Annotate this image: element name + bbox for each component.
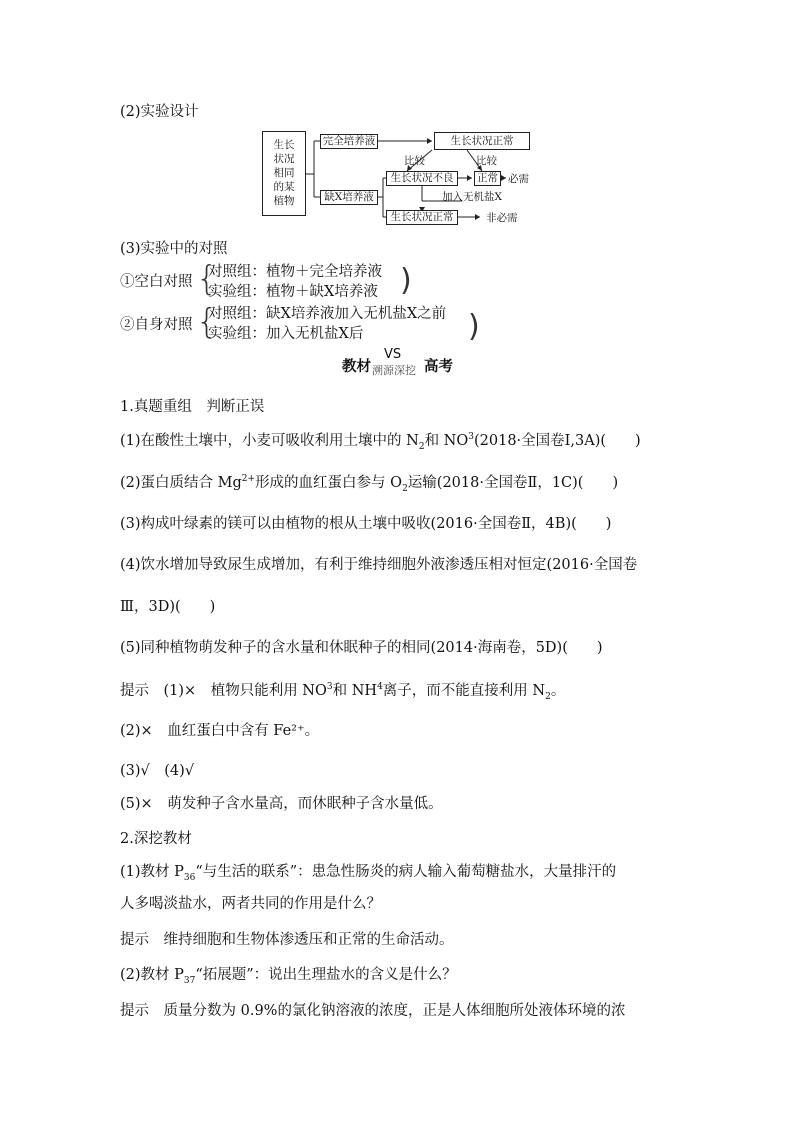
right-paren-icon: ) — [468, 309, 480, 344]
add-salt-label: 加入无机盐X — [442, 191, 502, 203]
lack-solution-box: 缺X培养液 — [320, 190, 378, 205]
deep-question-1-line1: (1)教材 $P_{36}“$与生活的联系”：患急性肠炎的病人输入葡萄糖盐水，大量排汗的 — [120, 864, 617, 883]
question-1: (1)在酸性土壤中，小麦可吸收利用土壤中的 $N_2$和 $NO^3(2018\cdot$全国卷Ⅰ,3A)( ) — [120, 432, 641, 452]
normal-small-box: 正常 — [474, 171, 501, 186]
self-control-label: ②自身对照 — [120, 317, 193, 333]
left-brace-icon: { — [196, 302, 218, 342]
required-label: 必需 — [508, 173, 529, 185]
deep-hint-1: 提示 维持细胞和生物体渗透压和正常的生命活动。 — [120, 932, 454, 948]
not-required-label: 非必需 — [486, 212, 518, 224]
vs-banner-right: 高考 — [424, 358, 453, 375]
hint-5: (5)× 萌发种子含水量高，而休眠种子含水量低。 — [120, 796, 443, 812]
compare-left-label: 比较 — [404, 155, 425, 167]
bad-growth-box: 生长状况不良 — [386, 171, 458, 186]
right-paren-icon: ) — [400, 263, 412, 298]
full-solution-box: 完全培养液 — [320, 134, 378, 149]
part1-title: 1.真题重组 判断正误 — [120, 399, 265, 415]
left-brace-icon: { — [196, 259, 218, 299]
vs-banner-left: 教材 — [342, 358, 371, 375]
blank-control-line2: 实验组：植物＋缺X培养液 — [208, 284, 378, 300]
blank-control-label: ①空白对照 — [120, 274, 193, 290]
normal-growth-bottom-box: 生长状况正常 — [386, 210, 458, 225]
plant-box: 生长 状况 相同 的某 植物 — [262, 131, 306, 216]
deep-question-1-line2: 人多喝淡盐水，两者共同的作用是什么？ — [120, 896, 381, 912]
section-2-title: (2)实验设计 — [120, 104, 199, 120]
question-4-line2: Ⅲ，3D)( ) — [120, 599, 216, 615]
hint-2: (2)× 血红蛋白中含有 Fe²⁺。 — [120, 723, 320, 739]
vs-banner-vs: VS — [384, 347, 402, 362]
normal-growth-top-box: 生长状况正常 — [434, 132, 530, 150]
part2-title: 2.深挖教材 — [120, 831, 192, 847]
section-3-title: (3)实验中的对照 — [120, 241, 228, 257]
question-3: (3)构成叶绿素的镁可以由植物的根从土壤中吸收(2016·全国卷Ⅱ，4B)( ) — [120, 516, 612, 532]
vs-banner-mid: 溯源深挖 — [372, 364, 416, 377]
experiment-design-diagram — [262, 128, 542, 228]
deep-question-2: (2)教材 $P_{37}“$拓展题”：说出生理盐水的含义是什么？ — [120, 967, 457, 986]
question-5: (5)同种植物萌发种子的含水量和休眠种子的相同(2014·海南卷，5D)( ) — [120, 640, 603, 656]
question-2: (2)蛋白质结合 $Mg^{2+}$形成的血红蛋白参与 $O_2$运输(2018·全国卷Ⅱ，1C)( ) — [120, 474, 619, 494]
self-control-line2: 实验组：加入无机盐X后 — [208, 326, 364, 342]
hint-1: 提示 (1)× 植物只能利用 $NO^3$和 $NH^4$离子，而不能直接利用 $N_2$。 — [120, 682, 566, 702]
question-4-line1: (4)饮水增加导致尿生成增加，有利于维持细胞外液渗透压相对恒定(2016·全国卷 — [120, 557, 638, 573]
self-control-line1: 对照组：缺X培养液加入无机盐X之前 — [208, 306, 447, 322]
blank-control-line1: 对照组：植物＋完全培养液 — [208, 264, 382, 280]
deep-hint-2: 提示 质量分数为 0.9%的氯化钠溶液的浓度，正是人体细胞所处液体环境的浓 — [120, 1003, 626, 1019]
hint-3-4: (3)√ (4)√ — [120, 763, 195, 779]
compare-right-label: 比较 — [476, 155, 497, 167]
